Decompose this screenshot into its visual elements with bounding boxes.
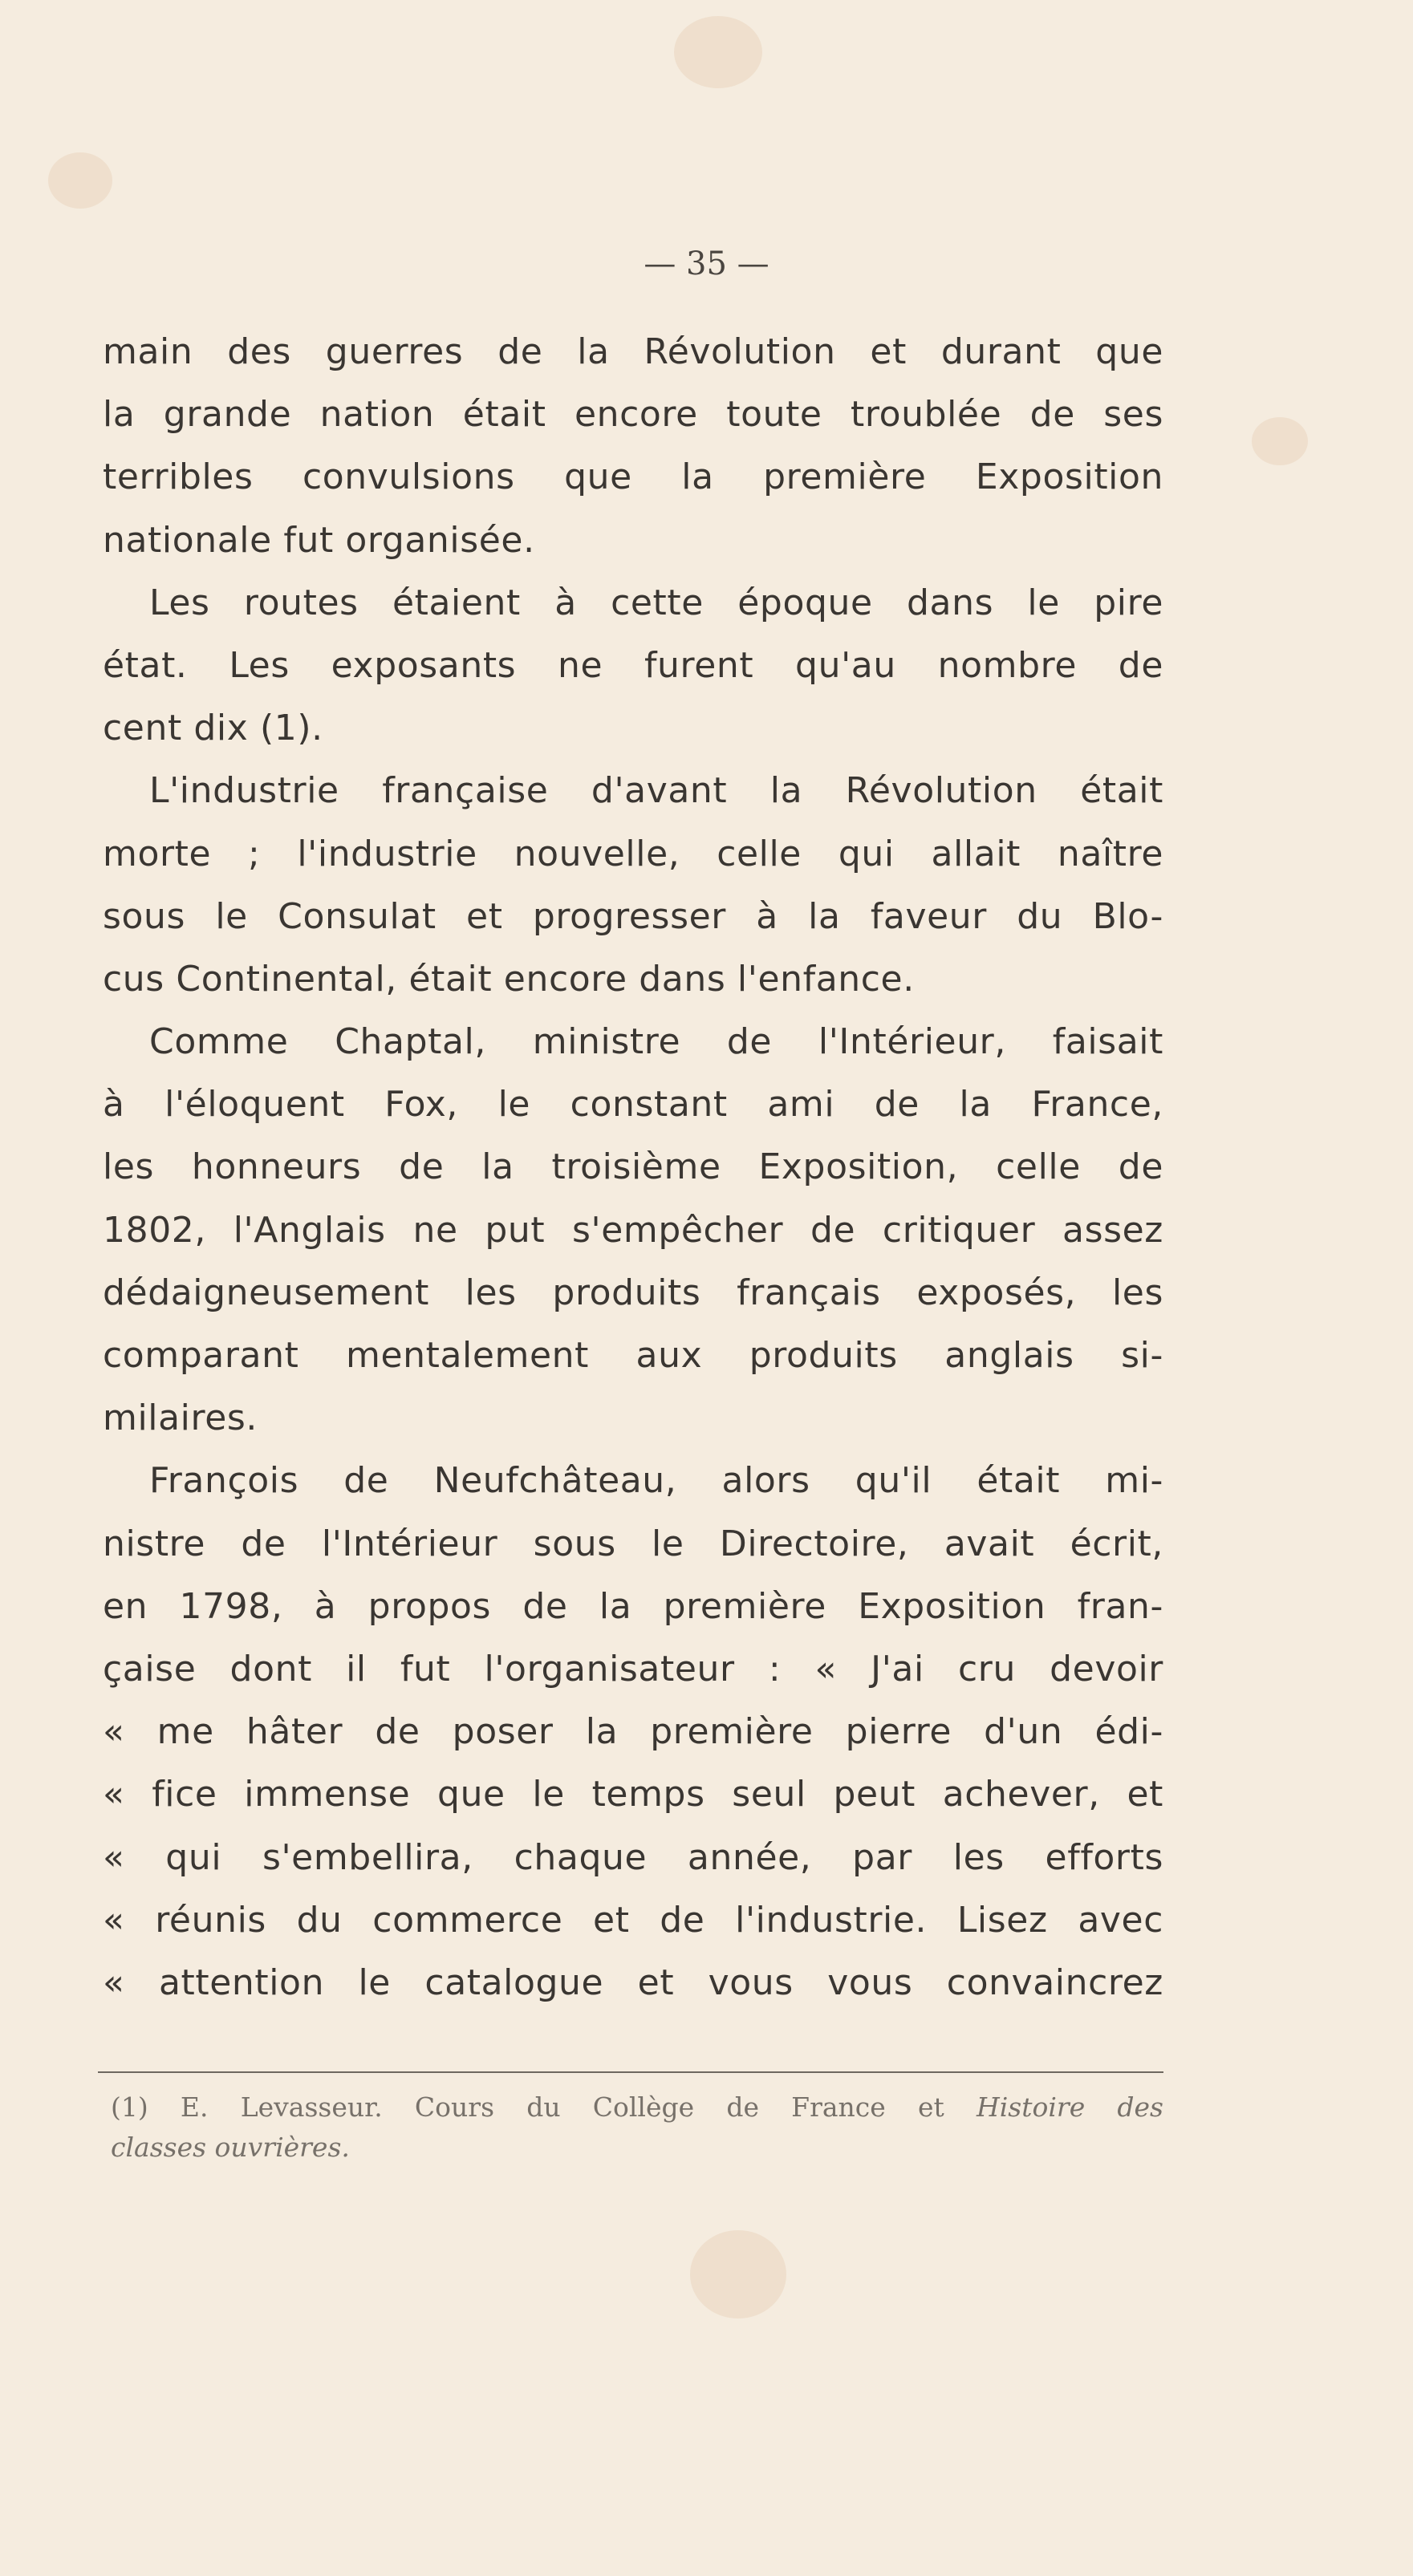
text-line: 1802, l'Anglais ne put s'empêcher de critiquer assez — [103, 1209, 1163, 1251]
footnote-divider — [98, 2071, 1163, 2073]
text-line: les honneurs de la troisième Exposition, celle de — [103, 1146, 1163, 1188]
text-line: état. Les exposants ne furent qu'au nombre de — [103, 644, 1163, 686]
text-line: Les routes étaient à cette époque dans le pire — [149, 582, 1163, 623]
footnote-line — [111, 2128, 1163, 2168]
text-line: nationale fut organisée. — [103, 519, 535, 561]
text-line: L'industrie française d'avant la Révolution était — [149, 770, 1163, 812]
text-line: cus Continental, était encore dans l'enfance. — [103, 958, 915, 1000]
text-line: en 1798, à propos de la première Exposition fran- — [103, 1585, 1163, 1627]
text-line: à l'éloquent Fox, le constant ami de la France, — [103, 1084, 1163, 1126]
paper-stain — [1252, 417, 1308, 465]
text-line: terribles convulsions que la première Exposition — [103, 456, 1163, 498]
text-line: nistre de l'Intérieur sous le Directoire, avait écrit, — [103, 1523, 1163, 1564]
text-line: milaires. — [103, 1398, 258, 1439]
text-line: main des guerres de la Révolution et durant que — [103, 331, 1163, 372]
text-line: cent dix (1). — [103, 708, 323, 749]
paper-stain — [48, 152, 112, 209]
text-line: « réunis du commerce et de l'industrie. Lisez avec — [103, 1899, 1163, 1941]
text-line: sous le Consulat et progresser à la faveur du Blo- — [103, 895, 1163, 937]
footnote-title: Histoire des — [976, 2091, 1163, 2123]
text-line: « attention le catalogue et vous vous convaincrez — [103, 1961, 1163, 2003]
text-line: « fice immense que le temps seul peut achever, et — [103, 1774, 1163, 1815]
text-line: la grande nation était encore toute troublée de ses — [103, 394, 1163, 436]
body-text — [103, 321, 1163, 2014]
footnote-line — [111, 2087, 1163, 2128]
text-line: « qui s'embellira, chaque année, par les efforts — [103, 1836, 1163, 1878]
page-number: — 35 — — [644, 245, 769, 282]
text-line: François de Neufchâteau, alors qu'il était mi- — [149, 1460, 1163, 1502]
text-line: dédaigneusement les produits français exposés, les — [103, 1272, 1163, 1313]
footnote-citation: (1) E. Levasseur. Cours du Collège de France et — [111, 2091, 944, 2123]
footnote — [111, 2087, 1163, 2168]
paper-stain — [690, 2230, 786, 2318]
footnote-title-continued: classes ouvrières. — [111, 2132, 350, 2163]
text-line: Comme Chaptal, ministre de l'Intérieur, faisait — [149, 1021, 1163, 1063]
text-line: morte ; l'industrie nouvelle, celle qui allait naître — [103, 833, 1163, 874]
text-line: « me hâter de poser la première pierre d'un édi- — [103, 1711, 1163, 1753]
text-line: comparant mentalement aux produits anglais si- — [103, 1335, 1163, 1376]
paper-stain — [674, 16, 762, 88]
text-line: çaise dont il fut l'organisateur : « J'ai cru devoir — [103, 1648, 1163, 1690]
